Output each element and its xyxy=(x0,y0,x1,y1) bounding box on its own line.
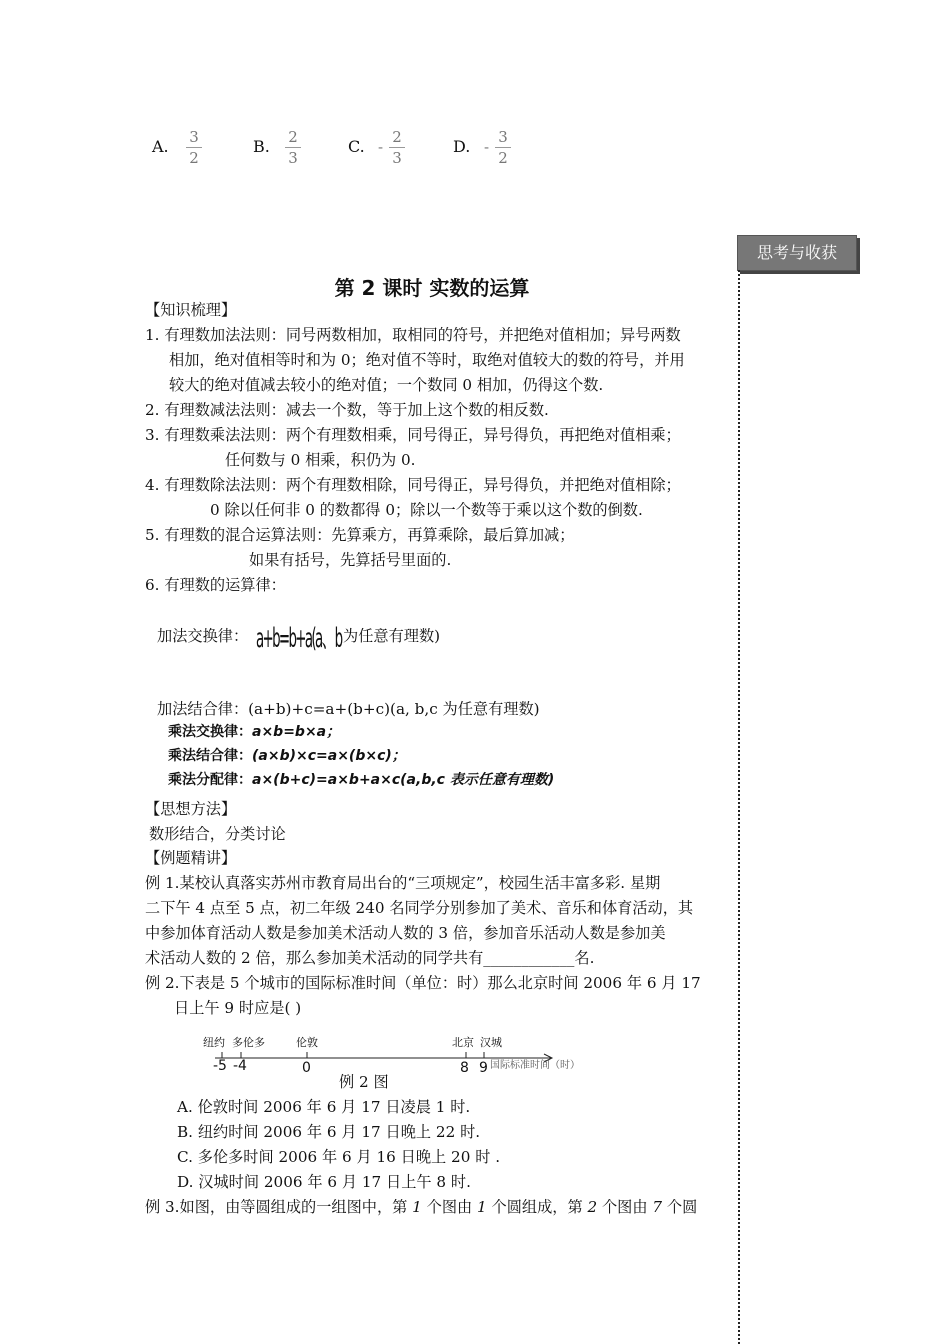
page-title: 第 2 课时 实数的运算 xyxy=(334,276,530,300)
city-toronto: 多伦多 xyxy=(232,1036,265,1049)
rule-2: 2. 有理数减法法则：减去一个数，等于加上这个数的相反数. xyxy=(145,401,549,419)
margin-dotted-line xyxy=(738,270,740,1344)
add-comm-label: 加法交换律： xyxy=(157,627,249,645)
ex1-line-2: 二下午 4 点至 5 点，初二年级 240 名同学分别参加了美术、音乐和体育活动，其 xyxy=(145,899,694,917)
rule-1-line-2: 相加，绝对值相等时和为 0；绝对值不等时，取绝对值较大的数的符号，并用 xyxy=(169,351,685,369)
ex2-number-line xyxy=(195,1028,595,1078)
option-b-fraction: $\frac{2}{3}$ xyxy=(285,128,301,167)
city-seoul: 汉城 xyxy=(480,1036,502,1049)
ex1-line-3: 中参加体育活动人数是参加美术活动人数的 3 倍，参加音乐活动人数是参加美 xyxy=(145,924,666,942)
mul-dist-law: 乘法分配律：a×(b+c)=a×b+a×c(a,b,c 表示任意有理数) xyxy=(168,772,555,788)
option-a-label: A. xyxy=(152,137,169,156)
ex2-line-2: 日上午 9 时应是( ) xyxy=(174,999,302,1017)
tick-label-0: 0 xyxy=(302,1060,311,1076)
option-c-label: C. xyxy=(348,137,365,156)
option-b-label: B. xyxy=(253,137,270,156)
add-assoc-law: 加法结合律：(a+b)+c=a+(b+c)(a, b,c 为任意有理数) xyxy=(157,700,540,718)
rule-3-line-2: 任何数与 0 相乘，积仍为 0. xyxy=(225,451,416,469)
ex1-line-4: 术活动人数的 2 倍，那么参加美术活动的同学共有____________名. xyxy=(145,949,595,967)
option-c-sign: - xyxy=(378,138,384,156)
ex2-option-b: B. 纽约时间 2006 年 6 月 17 日晚上 22 时. xyxy=(177,1123,481,1141)
rule-4-line-1: 4. 有理数除法法则：两个有理数相除，同号得正，异号得负，并把绝对值相除； xyxy=(145,476,681,494)
section-method: 【思想方法】 xyxy=(145,800,237,818)
option-d-sign: - xyxy=(484,138,490,156)
tick-label-9: 9 xyxy=(479,1060,488,1076)
section-knowledge: 【知识梳理】 xyxy=(145,301,237,319)
rule-5-line-2: 如果有括号，先算括号里面的. xyxy=(249,551,452,569)
section-examples: 【例题精讲】 xyxy=(145,849,237,867)
rule-5-line-1: 5. 有理数的混合运算法则：先算乘方，再算乘除，最后算加减； xyxy=(145,526,575,544)
city-newyork: 纽约 xyxy=(203,1036,225,1049)
tick-label-neg4: -4 xyxy=(233,1058,247,1074)
rule-6: 6. 有理数的运算律： xyxy=(145,576,286,594)
ex2-option-a: A. 伦敦时间 2006 年 6 月 17 日凌晨 1 时. xyxy=(177,1098,471,1116)
option-d-fraction: $\frac{3}{2}$ xyxy=(495,128,511,167)
side-box-think-harvest: 思考与收获 xyxy=(737,235,857,271)
option-d-label: D. xyxy=(453,137,471,156)
axis-label: 国际标准时间（时） xyxy=(490,1060,580,1071)
rule-1-line-3: 较大的绝对值减去较小的绝对值；一个数同 0 相加，仍得这个数. xyxy=(169,376,604,394)
ex2-figure-caption: 例 2 图 xyxy=(339,1073,389,1091)
add-comm-formula-image: a+b=b+a(a、b xyxy=(256,623,342,654)
ex2-line-1: 例 2.下表是 5 个城市的国际标准时间（单位：时）那么北京时间 2006 年 6 月 17 xyxy=(145,974,701,992)
ex2-option-c: C. 多伦多时间 2006 年 6 月 16 日晚上 20 时 . xyxy=(177,1148,501,1166)
option-a-fraction: $\frac{3}{2}$ xyxy=(186,128,202,167)
ex3-line-1: 例 3.如图，由等圆组成的一组图中，第 1 个图由 1 个圆组成，第 2 个图由 7 个圆 xyxy=(145,1198,698,1216)
tick-label-neg5: -5 xyxy=(213,1058,227,1074)
rule-4-line-2: 0 除以任何非 0 的数都得 0；除以一个数等于乘以这个数的倒数. xyxy=(210,501,643,519)
option-c-fraction: $\frac{2}{3}$ xyxy=(389,128,405,167)
add-comm-tail: 为任意有理数) xyxy=(343,627,441,645)
city-london: 伦敦 xyxy=(296,1036,318,1049)
city-beijing: 北京 xyxy=(452,1036,474,1049)
tick-label-8: 8 xyxy=(460,1060,469,1076)
ex1-line-1: 例 1.某校认真落实苏州市教育局出台的“三项规定”，校园生活丰富多彩. 星期 xyxy=(145,874,661,892)
mul-assoc-law: 乘法结合律：(a×b)×c=a×(b×c)； xyxy=(168,748,406,764)
mul-comm-law: 乘法交换律：a×b=b×a； xyxy=(168,724,341,740)
rule-3-line-1: 3. 有理数乘法法则：两个有理数相乘，同号得正，异号得负，再把绝对值相乘； xyxy=(145,426,681,444)
method-text: 数形结合，分类讨论 xyxy=(149,825,286,843)
ex2-option-d: D. 汉城时间 2006 年 6 月 17 日上午 8 时. xyxy=(177,1173,471,1191)
rule-1-line-1: 1. 有理数加法法则：同号两数相加，取相同的符号，并把绝对值相加；异号两数 xyxy=(145,326,681,344)
